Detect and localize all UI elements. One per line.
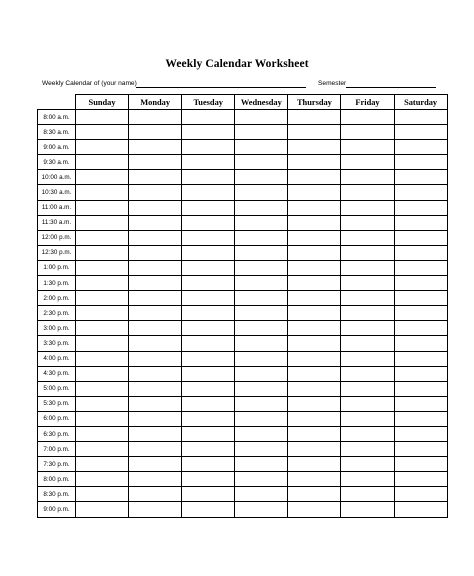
slot-cell-thursday[interactable] [288,396,341,411]
name-field-line[interactable] [136,87,306,88]
slot-cell-wednesday[interactable] [235,170,288,185]
slot-cell-sunday[interactable] [76,276,129,291]
slot-cell-monday[interactable] [129,321,182,336]
slot-cell-thursday[interactable] [288,487,341,502]
day-header-friday: Friday [341,95,394,110]
table-row [38,487,448,502]
slot-cell-sunday[interactable] [76,336,129,351]
table-row [38,396,448,411]
slot-cell-tuesday[interactable] [182,321,235,336]
time-label: 9:30 a.m. [38,155,76,170]
slot-cell-monday[interactable] [129,110,182,125]
slot-cell-thursday[interactable] [288,110,341,125]
slot-cell-sunday[interactable] [76,411,129,426]
slot-cell-friday[interactable] [341,230,394,245]
slot-cell-thursday[interactable] [288,260,341,275]
slot-cell-sunday[interactable] [76,366,129,381]
table-row [38,411,448,426]
day-header-monday: Monday [129,95,182,110]
slot-cell-thursday[interactable] [288,230,341,245]
table-row [38,215,448,230]
semester-label: Semester [318,80,347,87]
slot-cell-friday[interactable] [341,185,394,200]
table-row [38,260,448,275]
time-label: 8:00 p.m. [38,472,76,487]
slot-cell-sunday[interactable] [76,200,129,215]
slot-cell-wednesday[interactable] [235,336,288,351]
slot-cell-friday[interactable] [341,245,394,260]
slot-cell-monday[interactable] [129,125,182,140]
time-label: 12:30 p.m. [38,245,76,260]
slot-cell-wednesday[interactable] [235,502,288,517]
slot-cell-monday[interactable] [129,396,182,411]
slot-cell-sunday[interactable] [76,472,129,487]
time-label: 9:00 a.m. [38,140,76,155]
slot-cell-thursday[interactable] [288,411,341,426]
slot-cell-thursday[interactable] [288,155,341,170]
slot-cell-sunday[interactable] [76,426,129,441]
slot-cell-tuesday[interactable] [182,336,235,351]
day-header-sunday: Sunday [76,95,129,110]
slot-cell-thursday[interactable] [288,366,341,381]
slot-cell-friday[interactable] [341,396,394,411]
slot-cell-sunday[interactable] [76,245,129,260]
slot-cell-monday[interactable] [129,502,182,517]
slot-cell-monday[interactable] [129,155,182,170]
slot-cell-saturday[interactable] [394,260,447,275]
slot-cell-wednesday[interactable] [235,185,288,200]
slot-cell-tuesday[interactable] [182,200,235,215]
slot-cell-wednesday[interactable] [235,110,288,125]
slot-cell-monday[interactable] [129,291,182,306]
slot-cell-sunday[interactable] [76,381,129,396]
slot-cell-thursday[interactable] [288,472,341,487]
slot-cell-wednesday[interactable] [235,381,288,396]
slot-cell-wednesday[interactable] [235,230,288,245]
slot-cell-tuesday[interactable] [182,487,235,502]
slot-cell-tuesday[interactable] [182,502,235,517]
slot-cell-thursday[interactable] [288,125,341,140]
slot-cell-monday[interactable] [129,487,182,502]
slot-cell-saturday[interactable] [394,140,447,155]
table-row [38,155,448,170]
table-row [38,502,448,517]
slot-cell-monday[interactable] [129,140,182,155]
slot-cell-sunday[interactable] [76,110,129,125]
time-label: 2:30 p.m. [38,306,76,321]
slot-cell-monday[interactable] [129,426,182,441]
slot-cell-wednesday[interactable] [235,457,288,472]
slot-cell-thursday[interactable] [288,381,341,396]
slot-cell-saturday[interactable] [394,170,447,185]
slot-cell-friday[interactable] [341,411,394,426]
slot-cell-monday[interactable] [129,230,182,245]
slot-cell-sunday[interactable] [76,442,129,457]
slot-cell-saturday[interactable] [394,442,447,457]
slot-cell-sunday[interactable] [76,291,129,306]
slot-cell-sunday[interactable] [76,487,129,502]
slot-cell-wednesday[interactable] [235,125,288,140]
slot-cell-tuesday[interactable] [182,351,235,366]
slot-cell-saturday[interactable] [394,502,447,517]
slot-cell-wednesday[interactable] [235,487,288,502]
slot-cell-tuesday[interactable] [182,110,235,125]
slot-cell-thursday[interactable] [288,457,341,472]
slot-cell-friday[interactable] [341,457,394,472]
slot-cell-thursday[interactable] [288,442,341,457]
slot-cell-saturday[interactable] [394,155,447,170]
slot-cell-sunday[interactable] [76,170,129,185]
slot-cell-monday[interactable] [129,215,182,230]
slot-cell-thursday[interactable] [288,321,341,336]
table-row [38,336,448,351]
slot-cell-saturday[interactable] [394,426,447,441]
table-row [38,351,448,366]
slot-cell-friday[interactable] [341,260,394,275]
time-label: 11:00 a.m. [38,200,76,215]
slot-cell-friday[interactable] [341,366,394,381]
semester-field-line[interactable] [346,87,436,88]
slot-cell-tuesday[interactable] [182,426,235,441]
slot-cell-monday[interactable] [129,276,182,291]
slot-cell-tuesday[interactable] [182,472,235,487]
slot-cell-thursday[interactable] [288,200,341,215]
table-row [38,321,448,336]
slot-cell-wednesday[interactable] [235,396,288,411]
time-label: 11:30 a.m. [38,215,76,230]
slot-cell-tuesday[interactable] [182,306,235,321]
time-label: 8:30 a.m. [38,125,76,140]
slot-cell-monday[interactable] [129,442,182,457]
slot-cell-tuesday[interactable] [182,140,235,155]
table-row [38,170,448,185]
slot-cell-friday[interactable] [341,291,394,306]
slot-cell-friday[interactable] [341,351,394,366]
slot-cell-saturday[interactable] [394,336,447,351]
slot-cell-friday[interactable] [341,110,394,125]
slot-cell-thursday[interactable] [288,426,341,441]
time-label: 5:30 p.m. [38,396,76,411]
table-row [38,200,448,215]
slot-cell-wednesday[interactable] [235,472,288,487]
slot-cell-monday[interactable] [129,185,182,200]
slot-cell-friday[interactable] [341,125,394,140]
header-fields [0,80,474,92]
slot-cell-saturday[interactable] [394,457,447,472]
slot-cell-thursday[interactable] [288,245,341,260]
slot-cell-wednesday[interactable] [235,260,288,275]
page-title: Weekly Calendar Worksheet [165,58,309,70]
slot-cell-tuesday[interactable] [182,125,235,140]
slot-cell-friday[interactable] [341,472,394,487]
day-header-saturday: Saturday [394,95,447,110]
table-row [38,291,448,306]
slot-cell-thursday[interactable] [288,291,341,306]
slot-cell-thursday[interactable] [288,185,341,200]
slot-cell-wednesday[interactable] [235,442,288,457]
slot-cell-tuesday[interactable] [182,215,235,230]
slot-cell-thursday[interactable] [288,276,341,291]
slot-cell-monday[interactable] [129,170,182,185]
slot-cell-tuesday[interactable] [182,457,235,472]
time-label: 8:00 a.m. [38,110,76,125]
time-label: 6:30 p.m. [38,426,76,441]
slot-cell-thursday[interactable] [288,351,341,366]
slot-cell-wednesday[interactable] [235,200,288,215]
slot-cell-sunday[interactable] [76,457,129,472]
slot-cell-monday[interactable] [129,260,182,275]
slot-cell-saturday[interactable] [394,200,447,215]
time-label: 5:00 p.m. [38,381,76,396]
slot-cell-saturday[interactable] [394,487,447,502]
slot-cell-sunday[interactable] [76,140,129,155]
slot-cell-saturday[interactable] [394,351,447,366]
slot-cell-friday[interactable] [341,276,394,291]
slot-cell-thursday[interactable] [288,170,341,185]
slot-cell-wednesday[interactable] [235,426,288,441]
slot-cell-wednesday[interactable] [235,155,288,170]
slot-cell-friday[interactable] [341,170,394,185]
slot-cell-saturday[interactable] [394,215,447,230]
slot-cell-monday[interactable] [129,351,182,366]
slot-cell-saturday[interactable] [394,366,447,381]
time-label: 4:30 p.m. [38,366,76,381]
time-slots [38,110,448,518]
day-header-tuesday: Tuesday [182,95,235,110]
time-label: 6:00 p.m. [38,411,76,426]
slot-cell-monday[interactable] [129,336,182,351]
corner-cell [38,95,76,110]
slot-cell-sunday[interactable] [76,306,129,321]
slot-cell-monday[interactable] [129,200,182,215]
time-label: 2:00 p.m. [38,291,76,306]
weekly-calendar-grid [37,94,448,518]
slot-cell-friday[interactable] [341,336,394,351]
slot-cell-wednesday[interactable] [235,366,288,381]
time-label: 12:00 p.m. [38,230,76,245]
slot-cell-tuesday[interactable] [182,381,235,396]
slot-cell-friday[interactable] [341,321,394,336]
slot-cell-saturday[interactable] [394,381,447,396]
slot-cell-wednesday[interactable] [235,321,288,336]
slot-cell-saturday[interactable] [394,245,447,260]
slot-cell-saturday[interactable] [394,276,447,291]
slot-cell-saturday[interactable] [394,411,447,426]
slot-cell-sunday[interactable] [76,351,129,366]
table-row [38,472,448,487]
calendar-of-label: Weekly Calendar of (your name) [42,80,137,87]
slot-cell-sunday[interactable] [76,502,129,517]
table-row [38,185,448,200]
slot-cell-wednesday[interactable] [235,276,288,291]
slot-cell-friday[interactable] [341,442,394,457]
table-row [38,245,448,260]
slot-cell-sunday[interactable] [76,185,129,200]
table-row [38,366,448,381]
slot-cell-saturday[interactable] [394,321,447,336]
time-label: 10:00 a.m. [38,170,76,185]
slot-cell-sunday[interactable] [76,215,129,230]
table-row [38,426,448,441]
slot-cell-friday[interactable] [341,426,394,441]
slot-cell-sunday[interactable] [76,396,129,411]
slot-cell-saturday[interactable] [394,110,447,125]
slot-cell-friday[interactable] [341,140,394,155]
time-label: 8:30 p.m. [38,487,76,502]
slot-cell-saturday[interactable] [394,185,447,200]
slot-cell-friday[interactable] [341,502,394,517]
slot-cell-monday[interactable] [129,457,182,472]
slot-cell-monday[interactable] [129,245,182,260]
table-row [38,442,448,457]
slot-cell-tuesday[interactable] [182,276,235,291]
slot-cell-tuesday[interactable] [182,155,235,170]
day-header-thursday: Thursday [288,95,341,110]
slot-cell-sunday[interactable] [76,260,129,275]
slot-cell-saturday[interactable] [394,125,447,140]
table-row [38,276,448,291]
slot-cell-wednesday[interactable] [235,245,288,260]
table-row [38,457,448,472]
slot-cell-wednesday[interactable] [235,306,288,321]
slot-cell-monday[interactable] [129,306,182,321]
slot-cell-tuesday[interactable] [182,442,235,457]
table-row [38,381,448,396]
slot-cell-saturday[interactable] [394,396,447,411]
time-label: 3:00 p.m. [38,321,76,336]
slot-cell-tuesday[interactable] [182,366,235,381]
time-label: 7:30 p.m. [38,457,76,472]
slot-cell-thursday[interactable] [288,336,341,351]
slot-cell-tuesday[interactable] [182,396,235,411]
time-label: 10:30 a.m. [38,185,76,200]
slot-cell-friday[interactable] [341,215,394,230]
table-row [38,306,448,321]
slot-cell-wednesday[interactable] [235,411,288,426]
slot-cell-monday[interactable] [129,472,182,487]
slot-cell-saturday[interactable] [394,291,447,306]
table-row [38,230,448,245]
time-label: 1:30 p.m. [38,276,76,291]
table-row [38,140,448,155]
slot-cell-thursday[interactable] [288,215,341,230]
slot-cell-sunday[interactable] [76,321,129,336]
slot-cell-tuesday[interactable] [182,230,235,245]
slot-cell-monday[interactable] [129,366,182,381]
slot-cell-tuesday[interactable] [182,170,235,185]
slot-cell-saturday[interactable] [394,230,447,245]
slot-cell-wednesday[interactable] [235,291,288,306]
time-label: 7:00 p.m. [38,442,76,457]
time-label: 1:00 p.m. [38,260,76,275]
table-row [38,125,448,140]
slot-cell-wednesday[interactable] [235,140,288,155]
slot-cell-sunday[interactable] [76,155,129,170]
slot-cell-saturday[interactable] [394,472,447,487]
slot-cell-tuesday[interactable] [182,185,235,200]
table-row [38,110,448,125]
time-label: 3:30 p.m. [38,336,76,351]
slot-cell-sunday[interactable] [76,125,129,140]
slot-cell-tuesday[interactable] [182,411,235,426]
slot-cell-sunday[interactable] [76,230,129,245]
slot-cell-thursday[interactable] [288,306,341,321]
slot-cell-tuesday[interactable] [182,245,235,260]
slot-cell-friday[interactable] [341,487,394,502]
slot-cell-monday[interactable] [129,381,182,396]
slot-cell-tuesday[interactable] [182,260,235,275]
slot-cell-monday[interactable] [129,411,182,426]
time-label: 4:00 p.m. [38,351,76,366]
slot-cell-wednesday[interactable] [235,351,288,366]
slot-cell-saturday[interactable] [394,306,447,321]
time-label: 9:00 p.m. [38,502,76,517]
slot-cell-wednesday[interactable] [235,215,288,230]
slot-cell-friday[interactable] [341,155,394,170]
day-header-wednesday: Wednesday [235,95,288,110]
slot-cell-friday[interactable] [341,306,394,321]
slot-cell-tuesday[interactable] [182,291,235,306]
slot-cell-friday[interactable] [341,200,394,215]
slot-cell-friday[interactable] [341,381,394,396]
day-header-row [38,95,448,110]
slot-cell-thursday[interactable] [288,140,341,155]
slot-cell-thursday[interactable] [288,502,341,517]
